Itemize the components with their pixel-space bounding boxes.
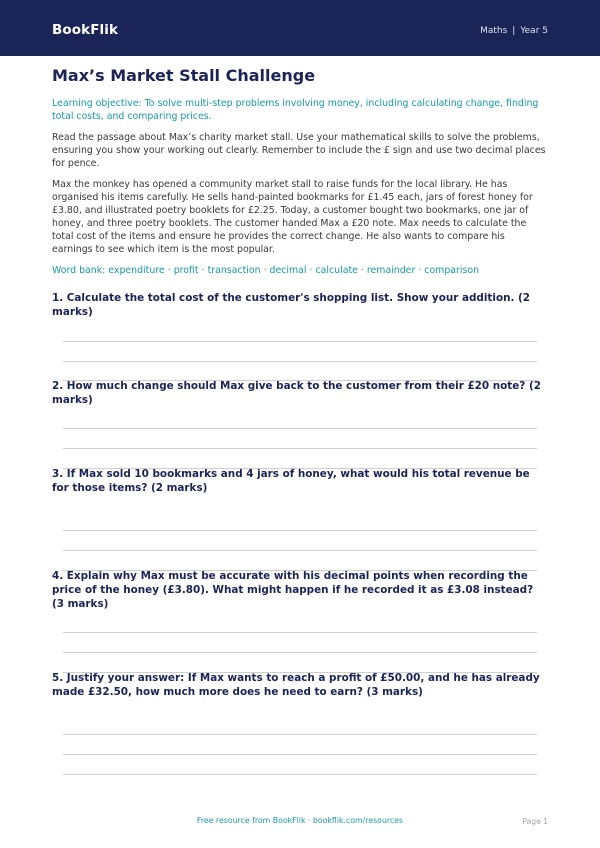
- instructions-paragraph: Read the passage about Max’s charity market stall. Use your mathematical skills to solve the problems, ensuring you show your working out clearly. Remember to include the £ sign and use two decimal places for pence.: [52, 132, 546, 169]
- word-bank-term: profit: [173, 265, 199, 276]
- word-bank-term: comparison: [424, 265, 480, 276]
- answer-line[interactable]: [63, 428, 537, 429]
- word-bank: Word bank: expenditure · profit · transaction · decimal · calculate · remainder · comparison: [52, 265, 480, 276]
- footer-credit: Free resource from BookFlik · bookflik.com/resources: [196, 816, 404, 825]
- page-header: [0, 0, 600, 56]
- answer-line[interactable]: [63, 361, 537, 362]
- question-2: 2. How much change should Max give back to the customer from their £20 note? (2 marks): [52, 380, 541, 406]
- question-5: 5. Justify your answer: If Max wants to reach a profit of £50.00, and he has already made £32.50, how much more does he need to earn? (3 marks): [52, 672, 540, 698]
- learning-objective: Learning objective: To solve multi-step problems involving money, including calculating change, finding total costs, and comparing prices.: [52, 98, 539, 122]
- answer-line[interactable]: [63, 652, 537, 653]
- answer-line[interactable]: [63, 341, 537, 342]
- word-bank-term: expenditure: [108, 265, 165, 276]
- answer-line[interactable]: [63, 774, 537, 775]
- question-3: 3. If Max sold 10 bookmarks and 4 jars of honey, what would his total revenue be for those items? (2 marks): [52, 468, 530, 494]
- question-4: 4. Explain why Max must be accurate with his decimal points when recording the price of the honey (£3.80). What might happen if he recorded it as £3.08 instead? (3 marks): [52, 570, 534, 610]
- subject-label: Maths: [480, 26, 508, 36]
- word-bank-term: decimal: [269, 265, 307, 276]
- word-bank-term: transaction: [207, 265, 261, 276]
- subject-year-label: [480, 26, 548, 36]
- answer-line[interactable]: [63, 632, 537, 633]
- answer-line[interactable]: [63, 734, 537, 735]
- word-bank-term: calculate: [315, 265, 358, 276]
- answer-line[interactable]: [63, 448, 537, 449]
- worksheet-body: [52, 66, 548, 277]
- question-1: 1. Calculate the total cost of the customer's shopping list. Show your addition. (2 marks): [52, 292, 531, 318]
- word-bank-label: Word bank:: [52, 265, 106, 276]
- meta-separator: |: [512, 26, 516, 36]
- answer-line[interactable]: [63, 530, 537, 531]
- year-label: Year 5: [520, 26, 548, 36]
- answer-line[interactable]: [63, 550, 537, 551]
- passage-paragraph: Max the monkey has opened a community market stall to raise funds for the local library. He has organised his items carefully. He sells hand-painted bookmarks for £1.45 each, jars of forest honey for £3.80, and illustrated poetry booklets for £2.25. Today, a customer bought two bookmarks, one jar of honey, and three poetry booklets. The customer handed Max a £20 note. Max needs to calculate the total cost of the items and ensure he provides the correct change. He also wants to compare his earnings to see which item is the most popular.: [52, 179, 533, 255]
- page-number: Page 1: [522, 817, 548, 826]
- worksheet-title: Max’s Market Stall Challenge: [52, 66, 316, 85]
- brand-logo: BookFlik: [52, 22, 119, 38]
- word-bank-term: remainder: [366, 265, 416, 276]
- answer-line[interactable]: [63, 754, 537, 755]
